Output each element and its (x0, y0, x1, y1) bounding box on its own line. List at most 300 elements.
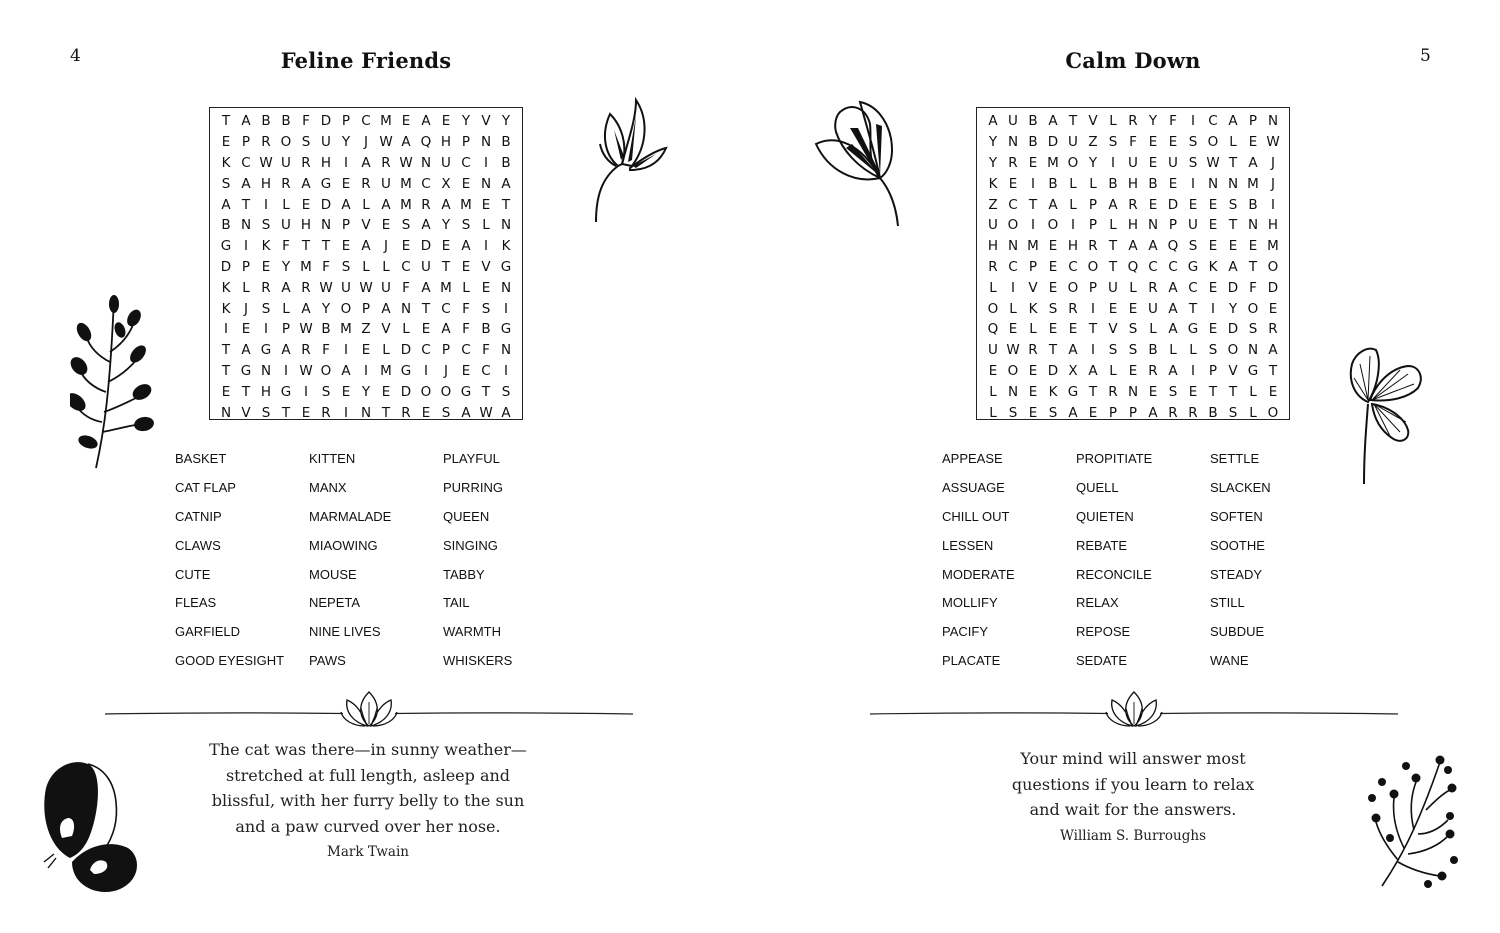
grid-letter: M (400, 196, 412, 213)
grid-letter: K (221, 154, 231, 171)
grid-letter: F (462, 300, 470, 317)
word-list-item: PAWS (309, 653, 346, 669)
grid-letter: I (304, 383, 308, 400)
grid-letter: U (381, 279, 391, 296)
grid-letter: O (1247, 300, 1259, 317)
grid-letter: T (441, 258, 451, 275)
grid-letter: H (260, 383, 272, 400)
grid-letter: R (381, 154, 391, 171)
grid-letter: R (1188, 404, 1198, 421)
word-list-item: NINE LIVES (309, 624, 381, 640)
grid-letter: F (282, 238, 290, 255)
grid-letter: F (482, 342, 490, 359)
grid-letter: W (1206, 154, 1220, 171)
grid-letter: M (1047, 154, 1059, 171)
grid-letter: S (501, 383, 511, 400)
grid-letter: K (261, 238, 271, 255)
grid-letter: D (220, 258, 232, 275)
grid-letter: S (401, 217, 411, 234)
word-list-item: RELAX (1076, 595, 1119, 611)
grid-letter: A (988, 113, 998, 130)
grid-letter: W (359, 279, 373, 296)
quote-line: stretched at full length, asleep and (225, 765, 511, 785)
grid-letter: N (420, 154, 432, 171)
grid-letter: N (400, 300, 412, 317)
grid-letter: O (1067, 154, 1079, 171)
grid-letter: I (484, 238, 488, 255)
grid-row (983, 381, 1283, 402)
grid-letter: E (1228, 238, 1238, 255)
grid-letter: E (461, 258, 471, 275)
grid-row (983, 111, 1283, 132)
grid-letter: S (221, 175, 231, 192)
grid-letter: A (341, 362, 351, 379)
grid-letter: S (1048, 404, 1058, 421)
grid-letter: T (381, 404, 391, 421)
grid-letter: E (341, 175, 351, 192)
grid-letter: U (988, 342, 998, 359)
grid-letter: E (1008, 321, 1018, 338)
grid-letter: D (400, 383, 412, 400)
grid-letter: E (1028, 154, 1038, 171)
grid-letter: A (501, 404, 511, 421)
grid-letter: V (241, 404, 251, 421)
grid-letter: E (1208, 196, 1218, 213)
grid-letter: E (1048, 258, 1058, 275)
word-list-item: APPEASE (942, 451, 1003, 466)
grid-letter: D (1227, 279, 1239, 296)
grid-letter: S (481, 300, 491, 317)
grid-row (216, 402, 516, 423)
grid-letter: B (1048, 175, 1058, 192)
grid-letter: I (1111, 154, 1115, 171)
grid-letter: P (241, 134, 251, 151)
grid-letter: E (1028, 383, 1038, 400)
grid-letter: R (301, 342, 311, 359)
grid-letter: C (1208, 113, 1218, 130)
grid-letter: S (1108, 342, 1118, 359)
grid-letter: D (1047, 362, 1059, 379)
word-list-item: SUBDUE (1210, 624, 1265, 640)
grid-letter: O (987, 300, 999, 317)
grid-letter: E (1188, 383, 1198, 400)
grid-letter: L (482, 217, 490, 234)
grid-letter: S (1128, 342, 1138, 359)
grid-letter: M (1027, 238, 1039, 255)
quote-line: and wait for the answers. (1029, 800, 1237, 819)
grid-letter: E (221, 134, 231, 151)
grid-letter: A (1228, 258, 1238, 275)
grid-letter: B (1148, 175, 1158, 192)
grid-letter: Q (1127, 258, 1139, 275)
grid-letter: D (420, 238, 432, 255)
grid-letter: R (301, 154, 311, 171)
grid-letter: L (989, 279, 997, 296)
grid-row (983, 194, 1283, 215)
word-list-item: CHILL OUT (942, 508, 1010, 524)
grid-letter: A (441, 321, 451, 338)
grid-letter: L (1109, 362, 1117, 379)
grid-letter: R (1088, 238, 1098, 255)
grid-letter: A (241, 342, 251, 359)
grid-letter: S (1188, 154, 1198, 171)
grid-letter: J (1271, 175, 1275, 192)
grid-letter: C (1008, 258, 1018, 275)
grid-letter: E (1028, 362, 1038, 379)
grid-letter: Y (501, 113, 511, 130)
grid-letter: L (382, 258, 390, 275)
grid-letter: I (504, 362, 508, 379)
grid-row (983, 236, 1283, 257)
word-list-item: SEDATE (1076, 653, 1128, 669)
grid-letter: N (240, 217, 252, 234)
grid-letter: E (381, 383, 391, 400)
grid-letter: A (281, 279, 291, 296)
grid-letter: T (281, 404, 291, 421)
lotus-divider (105, 688, 633, 728)
grid-letter: G (220, 238, 232, 255)
grid-letter: G (1247, 362, 1259, 379)
grid-letter: Z (988, 196, 998, 213)
grid-row (216, 257, 516, 278)
grid-letter: E (421, 321, 431, 338)
grid-row (216, 319, 516, 340)
grid-letter: R (401, 404, 411, 421)
word-list-item: MANX (309, 479, 347, 495)
grid-letter: S (1228, 404, 1238, 421)
grid-letter: L (1069, 175, 1077, 192)
grid-letter: J (244, 300, 248, 317)
word-list-item: PLACATE (942, 653, 1001, 669)
grid-letter: L (462, 279, 470, 296)
grid-letter: B (1148, 342, 1158, 359)
grid-letter: P (1248, 113, 1258, 130)
grid-letter: P (1108, 404, 1118, 421)
word-list-item: NEPETA (309, 595, 361, 611)
leafy-branch-icon (70, 292, 156, 470)
grid-letter: V (1028, 279, 1038, 296)
grid-letter: F (1129, 134, 1137, 151)
grid-letter: A (1168, 321, 1178, 338)
grid-letter: A (301, 175, 311, 192)
grid-letter: I (1191, 175, 1195, 192)
grid-letter: G (1187, 258, 1199, 275)
word-search-grid (209, 107, 523, 420)
grid-letter: E (1168, 134, 1178, 151)
grid-letter: R (988, 258, 998, 275)
grid-letter: W (319, 279, 333, 296)
grid-letter: V (481, 113, 491, 130)
grid-letter: B (501, 154, 511, 171)
grid-letter: W (299, 362, 313, 379)
grid-letter: L (1009, 300, 1017, 317)
grid-letter: I (344, 342, 348, 359)
grid-letter: L (402, 321, 410, 338)
grid-letter: E (1108, 300, 1118, 317)
word-list-item: REPOSE (1076, 624, 1131, 640)
grid-letter: P (441, 342, 451, 359)
right-page (750, 0, 1500, 933)
word-list-item: REBATE (1076, 537, 1128, 553)
word-list-item: ASSUAGE (942, 479, 1005, 495)
grid-letter: P (341, 113, 351, 130)
grid-letter: T (1228, 383, 1238, 400)
grid-letter: D (320, 196, 332, 213)
grid-letter: T (1248, 258, 1258, 275)
grid-letter: M (380, 113, 392, 130)
grid-letter: E (441, 238, 451, 255)
grid-letter: U (988, 217, 998, 234)
word-list-item: MIAOWING (309, 537, 378, 553)
grid-letter: L (1089, 175, 1097, 192)
word-list-item: TABBY (443, 566, 485, 582)
grid-letter: I (364, 362, 368, 379)
grid-letter: R (421, 196, 431, 213)
grid-letter: U (281, 217, 291, 234)
word-list-item: CLAWS (175, 537, 221, 553)
grid-letter: A (1048, 196, 1058, 213)
grid-letter: S (1208, 342, 1218, 359)
grid-letter: L (242, 279, 250, 296)
word-list-item: TAIL (443, 595, 470, 611)
grid-letter: Q (420, 134, 432, 151)
tulip-icon (806, 98, 906, 230)
grid-letter: B (281, 113, 291, 130)
grid-letter: T (1268, 362, 1278, 379)
word-list-item: CAT FLAP (175, 479, 236, 495)
grid-letter: E (1168, 175, 1178, 192)
grid-letter: I (1071, 217, 1075, 234)
grid-letter: C (401, 258, 411, 275)
grid-letter: J (1271, 154, 1275, 171)
word-list-item: GARFIELD (175, 624, 241, 640)
grid-letter: I (1091, 300, 1095, 317)
grid-letter: R (261, 279, 271, 296)
grid-letter: A (381, 196, 391, 213)
grid-letter: A (441, 196, 451, 213)
page-number: 4 (70, 46, 81, 66)
quote-line: Your mind will answer most (1020, 749, 1246, 768)
grid-letter: H (1267, 217, 1279, 234)
grid-letter: E (341, 238, 351, 255)
grid-letter: G (500, 258, 512, 275)
grid-row (983, 277, 1283, 298)
grid-letter: Y (988, 134, 998, 151)
grid-letter: A (1248, 154, 1258, 171)
grid-letter: V (1228, 362, 1238, 379)
grid-letter: T (501, 196, 511, 213)
grid-letter: O (320, 362, 332, 379)
grid-letter: L (282, 196, 290, 213)
grid-letter: A (341, 196, 351, 213)
grid-letter: N (1147, 217, 1159, 234)
grid-letter: H (987, 238, 999, 255)
grid-letter: H (300, 217, 312, 234)
grid-letter: E (1208, 279, 1218, 296)
grid-letter: L (382, 342, 390, 359)
grid-letter: B (1028, 134, 1038, 151)
grid-letter: R (1268, 321, 1278, 338)
grid-letter: E (461, 175, 471, 192)
grid-letter: M (300, 258, 312, 275)
grid-letter: F (1249, 279, 1257, 296)
grid-letter: C (1008, 196, 1018, 213)
word-list-item: WHISKERS (443, 653, 513, 669)
grid-letter: R (1108, 383, 1118, 400)
grid-letter: S (1128, 321, 1138, 338)
grid-letter: E (1148, 383, 1158, 400)
grid-letter: C (481, 362, 491, 379)
grid-row (983, 298, 1283, 319)
grid-letter: D (1167, 196, 1179, 213)
word-list-item: KITTEN (309, 451, 356, 466)
grid-letter: S (301, 134, 311, 151)
grid-letter: O (1207, 134, 1219, 151)
berry-branch-icon (1368, 752, 1458, 890)
lotus-icon (1106, 692, 1162, 726)
grid-letter: E (1008, 175, 1018, 192)
grid-letter: N (480, 175, 492, 192)
grid-letter: Y (361, 383, 371, 400)
grid-letter: T (321, 238, 331, 255)
word-list-item: FLEAS (175, 595, 217, 611)
grid-letter: Y (1088, 154, 1098, 171)
grid-letter: E (381, 217, 391, 234)
grid-letter: U (1008, 113, 1018, 130)
word-list-item: SLACKEN (1210, 479, 1271, 495)
grid-letter: L (1109, 113, 1117, 130)
grid-letter: W (299, 321, 313, 338)
grid-letter: E (261, 258, 271, 275)
grid-letter: R (1128, 113, 1138, 130)
grid-letter: H (1127, 217, 1139, 234)
word-list-item: PLAYFUL (443, 451, 500, 466)
grid-letter: G (500, 321, 512, 338)
grid-letter: E (1048, 279, 1058, 296)
lotus-icon (341, 692, 397, 726)
grid-letter: E (421, 404, 431, 421)
grid-letter: A (1128, 238, 1138, 255)
grid-letter: G (1067, 383, 1079, 400)
grid-letter: W (399, 154, 413, 171)
grid-letter: G (260, 342, 272, 359)
grid-row (216, 298, 516, 319)
grid-letter: K (221, 279, 231, 296)
grid-letter: T (221, 113, 231, 130)
word-list-item: RECONCILE (1076, 566, 1152, 582)
word-list-item: PROPITIATE (1076, 451, 1153, 466)
quote-line: The cat was there—in sunny weather— (209, 740, 527, 759)
grid-letter: A (281, 342, 291, 359)
grid-letter: P (1208, 362, 1218, 379)
grid-letter: I (1271, 196, 1275, 213)
grid-letter: O (1227, 342, 1239, 359)
grid-letter: M (380, 362, 392, 379)
grid-letter: V (1108, 321, 1118, 338)
grid-letter: L (362, 196, 370, 213)
grid-letter: L (1069, 196, 1077, 213)
grid-letter: R (1168, 404, 1178, 421)
grid-letter: A (1048, 113, 1058, 130)
word-list-item: LESSEN (942, 537, 994, 553)
grid-letter: S (461, 217, 471, 234)
grid-letter: T (1228, 217, 1238, 234)
word-list-item: MARMALADE (309, 508, 392, 524)
grid-letter: C (421, 342, 431, 359)
grid-letter: E (1048, 238, 1058, 255)
grid-letter: S (1008, 404, 1018, 421)
grid-letter: N (500, 279, 512, 296)
grid-letter: V (381, 321, 391, 338)
grid-letter: A (1168, 300, 1178, 317)
grid-letter: T (1208, 383, 1218, 400)
grid-letter: F (402, 279, 410, 296)
grid-letter: T (1048, 342, 1058, 359)
grid-letter: Y (1228, 300, 1238, 317)
grid-letter: R (301, 279, 311, 296)
grid-letter: D (1047, 134, 1059, 151)
word-list-item: MOUSE (309, 566, 357, 582)
grid-letter: Y (341, 134, 351, 151)
grid-letter: A (501, 175, 511, 192)
grid-row (216, 236, 516, 257)
grid-letter: A (1088, 362, 1098, 379)
word-list-item: WARMTH (443, 624, 502, 640)
grid-row (983, 402, 1283, 423)
grid-letter: U (381, 175, 391, 192)
grid-letter: S (1048, 300, 1058, 317)
grid-letter: E (1248, 134, 1258, 151)
grid-letter: Y (988, 154, 998, 171)
grid-letter: A (1148, 238, 1158, 255)
grid-letter: I (1191, 113, 1195, 130)
grid-letter: B (221, 217, 231, 234)
grid-letter: B (501, 134, 511, 151)
grid-letter: C (441, 300, 451, 317)
word-list-item: GOOD EYESIGHT (175, 653, 285, 669)
grid-letter: C (361, 113, 371, 130)
grid-letter: Z (361, 321, 371, 338)
grid-letter: E (441, 113, 451, 130)
grid-row (983, 173, 1283, 194)
grid-letter: R (1068, 300, 1078, 317)
grid-letter: W (479, 404, 493, 421)
grid-letter: H (1067, 238, 1079, 255)
grid-letter: I (1031, 217, 1035, 234)
grid-letter: L (1029, 321, 1037, 338)
grid-letter: R (1008, 154, 1018, 171)
grid-letter: X (441, 175, 451, 192)
grid-letter: K (1028, 300, 1038, 317)
grid-letter: E (1268, 383, 1278, 400)
grid-letter: A (241, 175, 251, 192)
grid-letter: S (261, 300, 271, 317)
grid-letter: O (1007, 217, 1019, 234)
grid-letter: W (1266, 134, 1280, 151)
grid-row (216, 111, 516, 132)
grid-letter: C (1068, 258, 1078, 275)
grid-letter: N (360, 404, 372, 421)
grid-letter: J (384, 238, 388, 255)
grid-letter: M (460, 196, 472, 213)
grid-letter: E (988, 362, 998, 379)
grid-letter: I (344, 404, 348, 421)
word-list-item: STILL (1210, 595, 1245, 611)
grid-letter: M (1267, 238, 1279, 255)
word-list-item: QUEEN (443, 508, 490, 524)
grid-letter: A (421, 279, 431, 296)
grid-letter: P (1128, 404, 1138, 421)
